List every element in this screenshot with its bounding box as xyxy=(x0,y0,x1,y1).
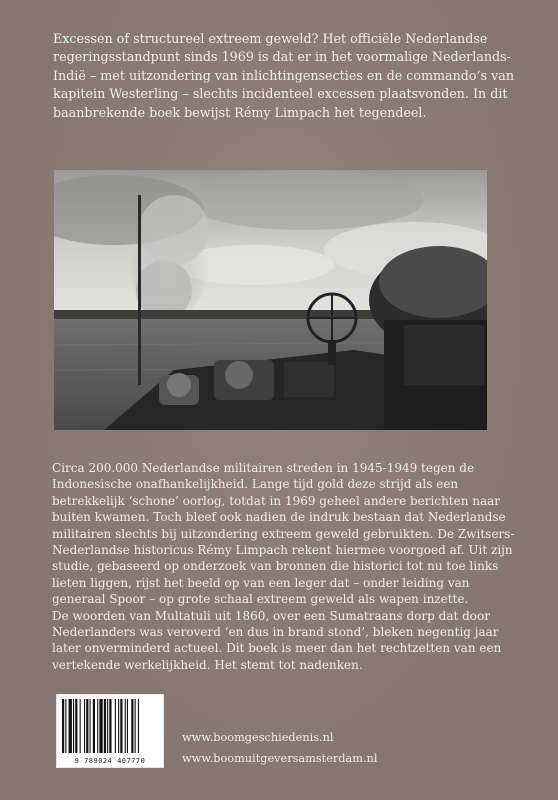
body-text xyxy=(52,460,517,673)
intro-paragraph: Excessen of structureel extreem geweld? Het officiële Nederlandse regeringsstandpunt sinds 1969 is dat er in het voormalige Nederlands-Indië – met uitzondering van inlichtingensecties en de commando’s van kapitein Westerling – slechts incidenteel excessen plaatsvonden. In dit baanbrekende boek bewijst Rémy Limpach het tegendeel. xyxy=(53,31,515,120)
body-paragraph: De woorden van Multatuli uit 1860, over een Sumatraans dorp dat door Nederlanders was veroverd ‘en dus in brand stond’, bleken negentig jaar later onverminderd actueel. Dit boek is meer dan het rechtzetten van een vertekende werkelijkheid. Het stemt tot nadenken. xyxy=(52,608,502,672)
barcode-bars xyxy=(57,695,163,757)
body-paragraph: Circa 200.000 Nederlandse militairen streden in 1945-1949 tegen de Indonesische onafhankelijkheid. Lange tijd gold deze strijd als een betrekkelijk ‘schone’ oorlog, totdat in 1969 geheel andere berichten naar buiten kwamen. Toch bleef ook nadien de indruk bestaan dat Nederlandse militairen slechts bij uitzondering extreem geweld gebruikten. De Zwitsers-Nederlandse historicus Rémy Limpach rekent hiermee voorgoed af. Uit zijn studie, gebaseerd op onderzoek van bronnen die historici tot nu toe links lieten liggen, rijst het beeld op van een leger dat – onder leiding van generaal Spoor – op grote schaal extreem geweld als wapen inzette. xyxy=(52,461,515,607)
cover-photo xyxy=(54,170,487,430)
barcode-number: 9 789024 407770 xyxy=(74,757,146,765)
website-link[interactable]: www.boomuitgeversamsterdam.nl xyxy=(182,752,378,765)
isbn-barcode xyxy=(56,694,164,768)
publisher-websites xyxy=(182,727,377,769)
website-link[interactable]: www.boomgeschiedenis.nl xyxy=(182,731,334,744)
